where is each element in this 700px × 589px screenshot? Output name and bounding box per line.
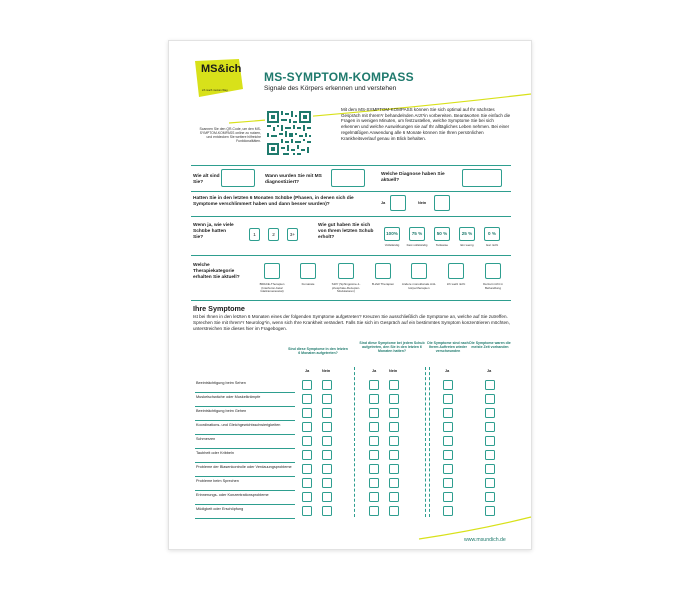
symptom-checkbox[interactable] [389,394,399,404]
recovery-100[interactable]: 100% [384,227,400,241]
symptom-checkbox[interactable] [389,492,399,502]
recovery-label: Vollständig [384,243,400,247]
question-age: Wie alt sind Sie? [193,174,220,185]
symptom-checkbox[interactable] [443,394,453,404]
symptom-checkbox[interactable] [485,422,495,432]
yes-label: Ja [487,369,492,373]
symptom-checkbox[interactable] [485,464,495,474]
symptom-checkbox[interactable] [302,478,312,488]
symptom-checkbox[interactable] [369,478,379,488]
symptom-checkbox[interactable] [302,450,312,460]
symptom-checkbox[interactable] [302,408,312,418]
question-relapse-count: Wenn ja, wie viele Schübe hatten Sie? [193,223,234,240]
diagnosis-type-input[interactable] [462,169,502,187]
symptom-checkbox[interactable] [322,492,332,502]
relapses-no-checkbox[interactable] [434,195,450,211]
symptom-checkbox[interactable] [443,380,453,390]
therapy-none-checkbox[interactable] [485,263,501,279]
recovery-label: Ein wenig [460,243,474,247]
footer-curve [169,511,533,551]
column-header-each-relapse: Sind diese Symptome bei jedem Schub aufgetreten, den Sie in den letzten 6 Monaten hatten? [359,341,425,354]
relapses-yes-checkbox[interactable] [390,195,406,211]
divider [191,255,511,256]
recovery-label: Teilweise [435,243,449,247]
page-subtitle: Signale des Körpers erkennen und verstehen [264,85,397,92]
symptom-checkbox[interactable] [369,492,379,502]
symptom-checkbox[interactable] [389,450,399,460]
symptom-label: Probleme beim Sprechen [196,479,239,483]
therapy-label: Derzeit nicht in Behandlung [483,282,503,290]
symptom-checkbox[interactable] [389,408,399,418]
symptom-checkbox[interactable] [389,422,399,432]
footer-url[interactable]: www.msundich.de [464,537,506,543]
therapy-label: BRACE-Therapien (Interferon-beta/ Glatirameracetat) [259,282,285,294]
recovery-50[interactable]: 50 % [434,227,450,241]
symptom-checkbox[interactable] [369,422,379,432]
symptom-checkbox[interactable] [302,380,312,390]
row-divider [195,434,295,435]
symptom-checkbox[interactable] [443,450,453,460]
symptom-label: Beeinträchtigung beim Sehen [196,381,246,385]
symptom-checkbox[interactable] [443,492,453,502]
symptom-checkbox[interactable] [485,436,495,446]
divider [191,300,511,301]
symptom-checkbox[interactable] [485,492,495,502]
divider [191,191,511,192]
divider [191,165,511,166]
question-relapses: Hatten Sie in den letzten 6 Monaten Schübe (Phasen, in denen sich die Symptome verschlimmert haben und dann besser wurden)? [193,196,354,207]
symptoms-heading: Ihre Symptome [193,304,245,313]
symptom-checkbox[interactable] [443,422,453,432]
logo [189,55,245,101]
symptom-checkbox[interactable] [389,380,399,390]
symptom-checkbox[interactable] [369,380,379,390]
symptom-checkbox[interactable] [302,436,312,446]
column-separator [354,367,355,517]
yes-label: Ja [445,369,450,373]
recovery-25[interactable]: 25 % [459,227,475,241]
yes-label: Ja [305,369,310,373]
symptom-checkbox[interactable] [485,394,495,404]
therapy-unknown-checkbox[interactable] [448,263,464,279]
therapy-brace-checkbox[interactable] [264,263,280,279]
symptom-checkbox[interactable] [322,436,332,446]
symptom-checkbox[interactable] [369,450,379,460]
symptom-checkbox[interactable] [369,394,379,404]
therapy-s1pr-checkbox[interactable] [338,263,354,279]
count-option-1[interactable]: 1 [249,228,260,241]
symptom-checkbox[interactable] [443,436,453,446]
recovery-75[interactable]: 75 % [409,227,425,241]
column-header-occurred: Sind diese Symptome in den letzten 6 Monaten aufgetreten? [288,347,348,356]
questionnaire-page [168,40,532,550]
row-divider [195,406,295,407]
symptom-checkbox[interactable] [389,478,399,488]
symptom-checkbox[interactable] [443,464,453,474]
symptom-label: Taubheit oder Kribbeln [196,451,234,455]
recovery-label: Fast vollständig [406,243,428,247]
therapy-antibody-checkbox[interactable] [411,263,427,279]
symptom-checkbox[interactable] [322,422,332,432]
column-separator [429,367,430,517]
symptom-checkbox[interactable] [322,464,332,474]
symptom-checkbox[interactable] [485,450,495,460]
no-label: Nein [389,369,398,373]
recovery-0[interactable]: 0 % [484,227,500,241]
symptom-checkbox[interactable] [322,394,332,404]
therapy-label: B-Zell Therapien [371,282,395,286]
qr-code-icon[interactable] [265,109,313,157]
question-therapy: Welche Therapiekategorie erhalten Sie aktuell? [193,263,240,280]
column-header-disappeared: Die Symptome sind nach Ihrem Auftreten wieder verschwunden [427,341,469,354]
age-input[interactable] [221,169,255,187]
symptom-checkbox[interactable] [443,408,453,418]
recovery-label: Gar nicht [485,243,499,247]
symptom-checkbox[interactable] [302,394,312,404]
symptom-checkbox[interactable] [302,464,312,474]
logo-tagline: ich mach meinen Weg [202,89,228,92]
symptom-checkbox[interactable] [389,436,399,446]
count-option-2[interactable]: 2 [268,228,279,241]
no-label: Nein [322,369,331,373]
question-diagnosis-date: Wann wurden Sie mit MS diagnostiziert? [265,174,322,185]
row-divider [195,504,295,505]
qr-instructions: Scannen Sie den QR-Code, um den MS-SYMPTOM-KOMPASS online zu nutzen, und entdecken Sie weitere hilfreiche Funktionalitäten. [199,127,261,143]
symptom-label: Beeinträchtigung beim Gehen [196,409,247,413]
symptom-checkbox[interactable] [443,478,453,488]
row-divider [195,462,295,463]
symptom-checkbox[interactable] [485,478,495,488]
question-diagnosis-type: Welche Diagnose haben Sie aktuell? [381,172,445,183]
symptom-checkbox[interactable] [389,464,399,474]
row-divider [195,476,295,477]
therapy-bcell-checkbox[interactable] [375,263,391,279]
symptom-checkbox[interactable] [322,450,332,460]
question-recovery: Wie gut haben Sie sich von Ihrem letzten Schub erholt? [318,223,374,240]
yes-label: Ja [381,201,386,205]
column-header-persistent: Die Symptome waren die meiste Zeit vorhanden [469,341,511,350]
row-divider [195,490,295,491]
logo-text: MS&ich [201,63,242,75]
symptom-checkbox[interactable] [302,492,312,502]
yes-label: Ja [372,369,377,373]
symptom-checkbox[interactable] [322,408,332,418]
symptom-label: Schmerzen [196,437,216,441]
symptom-checkbox[interactable] [369,408,379,418]
page-title: MS-SYMPTOM-KOMPASS [264,70,414,84]
symptom-checkbox[interactable] [322,478,332,488]
therapy-label: Ich weiß nicht [446,282,466,286]
column-separator [425,367,426,517]
symptom-label: Müdigkeit oder Erschöpfung [196,507,244,511]
divider [191,216,511,217]
symptoms-intro: Ist bei Ihnen in den letzten 6 Monaten eines der folgenden Symptome aufgetreten? Kreuzen Sie ausschließlich die Symptome an, welche auf Sie zutreffen. Sprechen Sie mit Ihrem*r Neurolog*in, wenn sich Ihre Krankheit verändert. Falls Sie sich im Gespräch auf ein bestimmtes Symptom konzentrieren möchten, unterstreichen Sie dieses hier im Fragebogen. [193,314,510,331]
count-option-3plus[interactable]: 3+ [287,228,298,241]
symptom-label: Probleme der Blasenkontrolle oder Verdauungsprobleme [196,465,292,469]
therapy-label: S1Pr (Sphingosine-1-phosphate-Rezeptor-Modulatoren) [331,282,361,294]
symptom-label: Muskelschwäche oder Muskelkrämpfe [196,395,261,399]
row-divider [195,392,295,393]
symptom-checkbox[interactable] [485,380,495,390]
symptom-label: Erinnerungs- oder Konzentrationsprobleme [196,493,269,497]
row-divider [195,448,295,449]
therapy-label: Andere monoklonale Anti-körpertherapien [401,282,437,290]
symptom-checkbox[interactable] [369,436,379,446]
diagnosis-date-input[interactable] [331,169,365,187]
therapy-label: Fumarate [301,282,315,286]
symptom-checkbox[interactable] [302,422,312,432]
symptom-checkbox[interactable] [322,380,332,390]
row-divider [195,420,295,421]
symptom-checkbox[interactable] [369,464,379,474]
intro-text: Mit dem MS-SYMPTOM-KOMPASS können Sie sich optimal auf Ihr nächstes Gespräch mit Ihrem*r behandelnden Arzt*in vorbereiten. Beantworten Sie einfach die Fragen in wenigen Minuten, um festzustellen, welche Symptome Sie bei sich erkennen und welche Auswirkungen sie auf Ihr alltägliches Leben nehmen. Bei einer regelmäßigen Anwendung alle 6 Monate können Sie Ihren persönlichen Krankheitsverlauf genau im Blick behalten. [341,107,511,141]
no-label: Nein [418,201,427,205]
symptom-label: Koordinations- und Gleichgewichtsschwierigkeiten [196,423,281,427]
symptom-checkbox[interactable] [485,408,495,418]
therapy-fumarate-checkbox[interactable] [300,263,316,279]
